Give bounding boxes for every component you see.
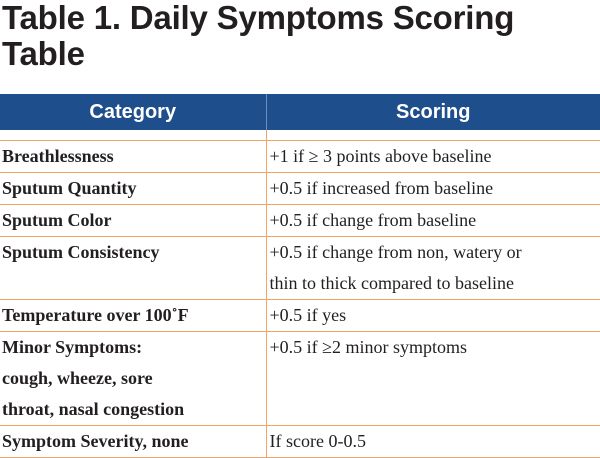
spacer-cell [266,130,600,141]
category-text: Symptom Severity, none [2,426,266,457]
category-text: Temperature over 100˚F [2,300,266,331]
spacer-cell [0,130,266,141]
table-row [0,141,600,173]
scoring-text: If score 0-0.5 [270,426,600,457]
scoring-cell [266,300,600,332]
scoring-text: thin to thick compared to baseline [270,268,600,299]
category-text: Minor Symptoms: [2,332,266,363]
table-row [0,237,600,300]
category-text: throat, nasal congestion [2,394,266,425]
table-row [0,205,600,237]
table-row [0,173,600,205]
category-cell [0,332,266,426]
scoring-text: +0.5 if increased from baseline [270,173,600,204]
scoring-text: +1 if ≥ 3 points above baseline [270,141,600,172]
category-text: Sputum Quantity [2,173,266,204]
scoring-cell [266,141,600,173]
scoring-table [0,94,600,458]
category-cell [0,237,266,300]
category-cell [0,173,266,205]
scoring-cell [266,205,600,237]
category-text: Sputum Color [2,205,266,236]
scoring-text: +0.5 if ≥2 minor symptoms [270,332,600,363]
category-cell [0,300,266,332]
table-row [0,332,600,426]
header-spacer-row [0,130,600,141]
scoring-cell [266,237,600,300]
scoring-text: +0.5 if yes [270,300,600,331]
table-title-line-1: Table 1. Daily Symptoms Scoring [2,0,598,36]
scoring-text: +0.5 if change from non, watery or [270,237,600,268]
table-header-row [0,94,600,130]
table-title-line-2: Table [2,36,598,72]
category-text: Sputum Consistency [2,237,266,268]
scoring-text: +0.5 if change from baseline [270,205,600,236]
category-column-header: Category [0,94,266,130]
scoring-cell [266,173,600,205]
category-cell [0,205,266,237]
table-title [2,0,598,72]
scoring-cell [266,332,600,426]
category-text: Breathlessness [2,141,266,172]
scoring-column-header: Scoring [266,94,600,130]
category-cell [0,141,266,173]
table-row [0,300,600,332]
category-text: cough, wheeze, sore [2,363,266,394]
